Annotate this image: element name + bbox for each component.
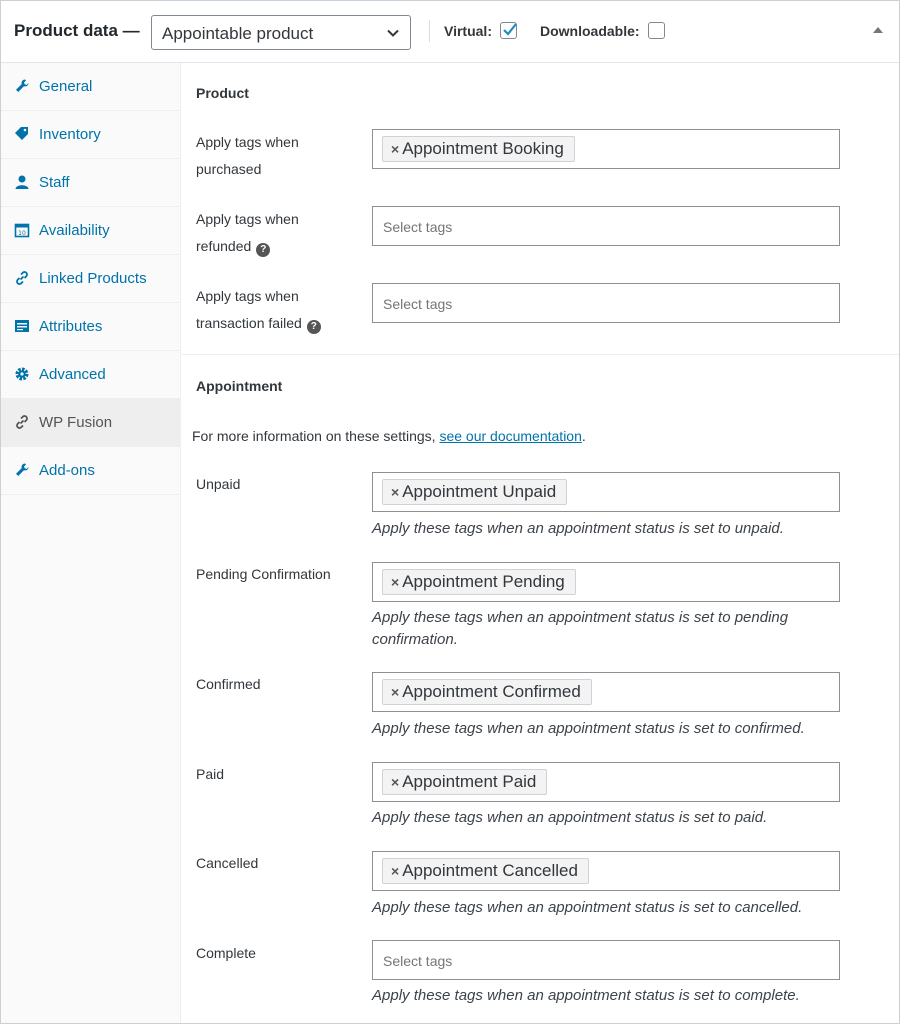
- paid-tags-select[interactable]: [372, 762, 840, 802]
- help-icon[interactable]: ?: [256, 243, 270, 257]
- appointment-section-title: Appointment: [196, 378, 283, 394]
- unpaid-label: Unpaid: [196, 476, 241, 492]
- refunded-label: Apply tags when refunded ?: [196, 211, 299, 255]
- tab-linked-products[interactable]: [1, 255, 181, 303]
- tag-chip: × Appointment Pending: [382, 569, 576, 595]
- placeholder: Select tags: [383, 296, 453, 312]
- tab-label: Advanced: [39, 366, 106, 383]
- tab-advanced[interactable]: [1, 351, 181, 399]
- confirmed-description: Apply these tags when an appointment status is set to confirmed.: [372, 720, 805, 737]
- remove-tag-icon[interactable]: ×: [391, 774, 400, 790]
- pending-confirmation-description: Apply these tags when an appointment status is set to pending confirmation.: [372, 609, 789, 648]
- panel-header: [1, 1, 899, 63]
- virtual-checkbox[interactable]: [500, 22, 517, 39]
- section-divider: [182, 354, 899, 355]
- tab-general[interactable]: [1, 63, 181, 111]
- product-section-title: Product: [196, 85, 249, 101]
- tag-chip: × Appointment Paid: [382, 769, 547, 795]
- header-divider: [429, 20, 430, 42]
- paid-label: Paid: [196, 766, 225, 782]
- cancelled-description: Apply these tags when an appointment status is set to cancelled.: [372, 899, 803, 916]
- transaction-failed-label: Apply tags when transaction failed ?: [196, 283, 356, 337]
- tag-chip: × Appointment Confirmed: [382, 679, 592, 705]
- gear-icon: [14, 366, 30, 382]
- placeholder: Select tags: [383, 219, 453, 235]
- cancelled-label: Cancelled: [196, 855, 259, 871]
- downloadable-checkbox[interactable]: [648, 22, 665, 39]
- cancelled-tags-select[interactable]: [372, 851, 840, 891]
- pending-confirmation-tags-select[interactable]: [372, 562, 840, 602]
- complete-tags-select[interactable]: [372, 940, 840, 980]
- confirmed-tags-select[interactable]: [372, 672, 840, 712]
- wrench-icon: [14, 78, 30, 94]
- tab-label: General: [39, 78, 93, 95]
- panel-title: Product data —: [14, 21, 140, 40]
- tab-wp-fusion[interactable]: [1, 399, 181, 447]
- product-type-value: Appointable product: [162, 24, 314, 43]
- downloadable-label: Downloadable:: [540, 23, 640, 39]
- placeholder: Select tags: [383, 953, 453, 969]
- tab-add-ons[interactable]: [1, 447, 181, 495]
- list-icon: [14, 318, 30, 334]
- link-icon: [14, 414, 30, 430]
- confirmed-label: Confirmed: [196, 676, 261, 692]
- purchased-tags-select[interactable]: [372, 129, 840, 169]
- complete-description: Apply these tags when an appointment status is set to complete.: [372, 987, 800, 1004]
- refunded-tags-select[interactable]: [372, 206, 840, 246]
- virtual-label: Virtual:: [444, 23, 492, 39]
- pending-confirmation-label: Pending Confirmation: [196, 566, 331, 582]
- tag-icon: [14, 126, 30, 142]
- tab-label: Availability: [39, 222, 110, 239]
- tab-label: Staff: [39, 174, 70, 191]
- tab-label: Attributes: [39, 318, 103, 335]
- chevron-down-icon: [386, 26, 400, 40]
- documentation-link[interactable]: see our documentation: [439, 428, 582, 444]
- tag-chip: × Appointment Unpaid: [382, 479, 567, 505]
- complete-label: Complete: [196, 945, 256, 961]
- remove-tag-icon[interactable]: ×: [391, 684, 400, 700]
- documentation-info: For more information on these settings, see our documentation.: [192, 428, 586, 444]
- user-icon: [14, 174, 30, 190]
- tab-inventory[interactable]: [1, 111, 181, 159]
- remove-tag-icon[interactable]: ×: [391, 141, 400, 157]
- tab-availability[interactable]: [1, 207, 181, 255]
- remove-tag-icon[interactable]: ×: [391, 863, 400, 879]
- tab-attributes[interactable]: [1, 303, 181, 351]
- link-icon: [14, 270, 30, 286]
- wp-fusion-panel: [182, 63, 899, 1023]
- transaction-failed-tags-select[interactable]: [372, 283, 840, 323]
- wrench-icon: [14, 462, 30, 478]
- help-icon[interactable]: ?: [307, 320, 321, 334]
- product-data-tabs: [1, 63, 181, 1023]
- calendar-icon: [14, 222, 30, 238]
- tab-label: Inventory: [39, 126, 101, 143]
- paid-description: Apply these tags when an appointment status is set to paid.: [372, 809, 768, 826]
- tag-chip: × Appointment Booking: [382, 136, 575, 162]
- tag-chip: × Appointment Cancelled: [382, 858, 589, 884]
- remove-tag-icon[interactable]: ×: [391, 484, 400, 500]
- remove-tag-icon[interactable]: ×: [391, 574, 400, 590]
- product-type-select[interactable]: [151, 15, 411, 50]
- unpaid-description: Apply these tags when an appointment status is set to unpaid.: [372, 520, 784, 537]
- tab-label: Linked Products: [39, 270, 147, 287]
- checkmark-icon: [501, 21, 519, 39]
- collapse-arrow-icon[interactable]: [873, 27, 883, 33]
- tab-staff[interactable]: [1, 159, 181, 207]
- purchased-label: Apply tags when purchased: [196, 134, 299, 177]
- svg-text:10: 10: [18, 230, 26, 237]
- tab-label: WP Fusion: [39, 414, 113, 431]
- unpaid-tags-select[interactable]: [372, 472, 840, 512]
- tab-label: Add-ons: [39, 462, 95, 479]
